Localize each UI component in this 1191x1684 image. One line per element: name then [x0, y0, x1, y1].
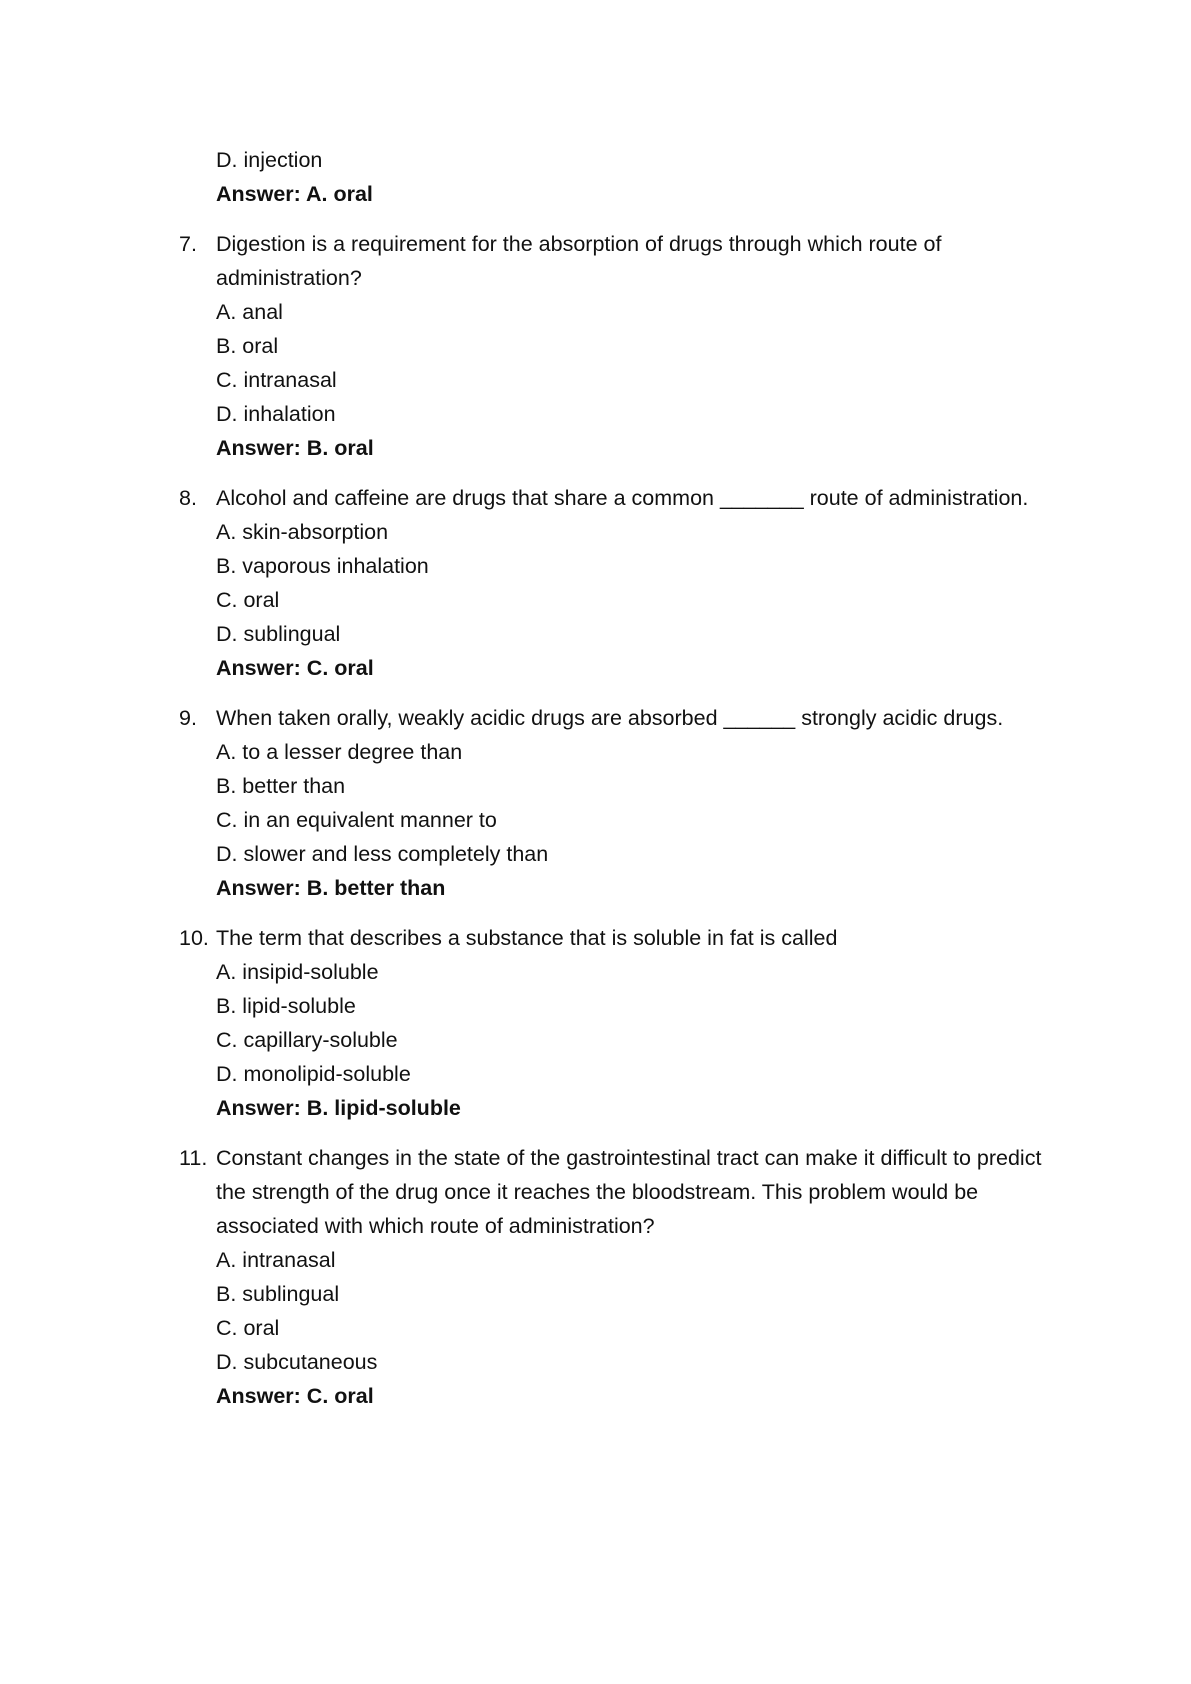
question-text: Digestion is a requirement for the absorption of drugs through which route of administration?: [216, 232, 942, 290]
option-c: C. in an equivalent manner to: [216, 808, 497, 832]
option-c: C. oral: [216, 588, 280, 612]
question-number: 8.: [179, 486, 197, 510]
option-d: D. injection: [216, 148, 323, 172]
option-a: A. to a lesser degree than: [216, 740, 463, 764]
option-list: [179, 735, 1059, 905]
question-7: [179, 227, 1059, 465]
option-list: [179, 955, 1059, 1125]
option-b: B. vaporous inhalation: [216, 554, 429, 578]
answer-line: Answer: C. oral: [216, 656, 374, 680]
option-b: B. lipid-soluble: [216, 994, 356, 1018]
option-b: B. sublingual: [216, 1282, 340, 1306]
answer-line: Answer: A. oral: [216, 182, 373, 206]
answer-line: Answer: B. lipid-soluble: [216, 1096, 461, 1120]
answer-line: Answer: C. oral: [216, 1384, 374, 1408]
option-d: D. slower and less completely than: [216, 842, 549, 866]
question-number: 11.: [179, 1146, 208, 1170]
option-d: D. subcutaneous: [216, 1350, 378, 1374]
option-a: A. insipid-soluble: [216, 960, 379, 984]
question-number: 7.: [179, 232, 197, 256]
option-c: C. intranasal: [216, 368, 337, 392]
question-text: Alcohol and caffeine are drugs that share a common _______ route of administration.: [216, 486, 1029, 510]
option-b: B. oral: [216, 334, 279, 358]
question-text: Constant changes in the state of the gastrointestinal tract can make it difficult to predict the strength of the drug once it reaches the bloodstream. This problem would be associated with which route of administration?: [216, 1146, 1042, 1238]
question-8: [179, 481, 1059, 685]
previous-question-tail: [179, 143, 1059, 211]
quiz-content: [179, 143, 1059, 1413]
option-list: [179, 515, 1059, 685]
question-number: 10.: [179, 926, 209, 950]
question-9: [179, 701, 1059, 905]
question-text: The term that describes a substance that is soluble in fat is called: [216, 926, 838, 950]
option-d: D. sublingual: [216, 622, 341, 646]
answer-line: Answer: B. better than: [216, 876, 446, 900]
option-list: [179, 295, 1059, 465]
option-a: A. intranasal: [216, 1248, 336, 1272]
answer-line: Answer: B. oral: [216, 436, 374, 460]
question-number: 9.: [179, 706, 197, 730]
option-c: C. oral: [216, 1316, 280, 1340]
option-d: D. inhalation: [216, 402, 336, 426]
option-d: D. monolipid-soluble: [216, 1062, 411, 1086]
option-c: C. capillary-soluble: [216, 1028, 398, 1052]
option-list: [179, 1243, 1059, 1413]
question-text: When taken orally, weakly acidic drugs are absorbed ______ strongly acidic drugs.: [216, 706, 1004, 730]
option-a: A. skin-absorption: [216, 520, 389, 544]
option-a: A. anal: [216, 300, 283, 324]
question-11: [179, 1141, 1059, 1413]
option-b: B. better than: [216, 774, 346, 798]
question-10: [179, 921, 1059, 1125]
